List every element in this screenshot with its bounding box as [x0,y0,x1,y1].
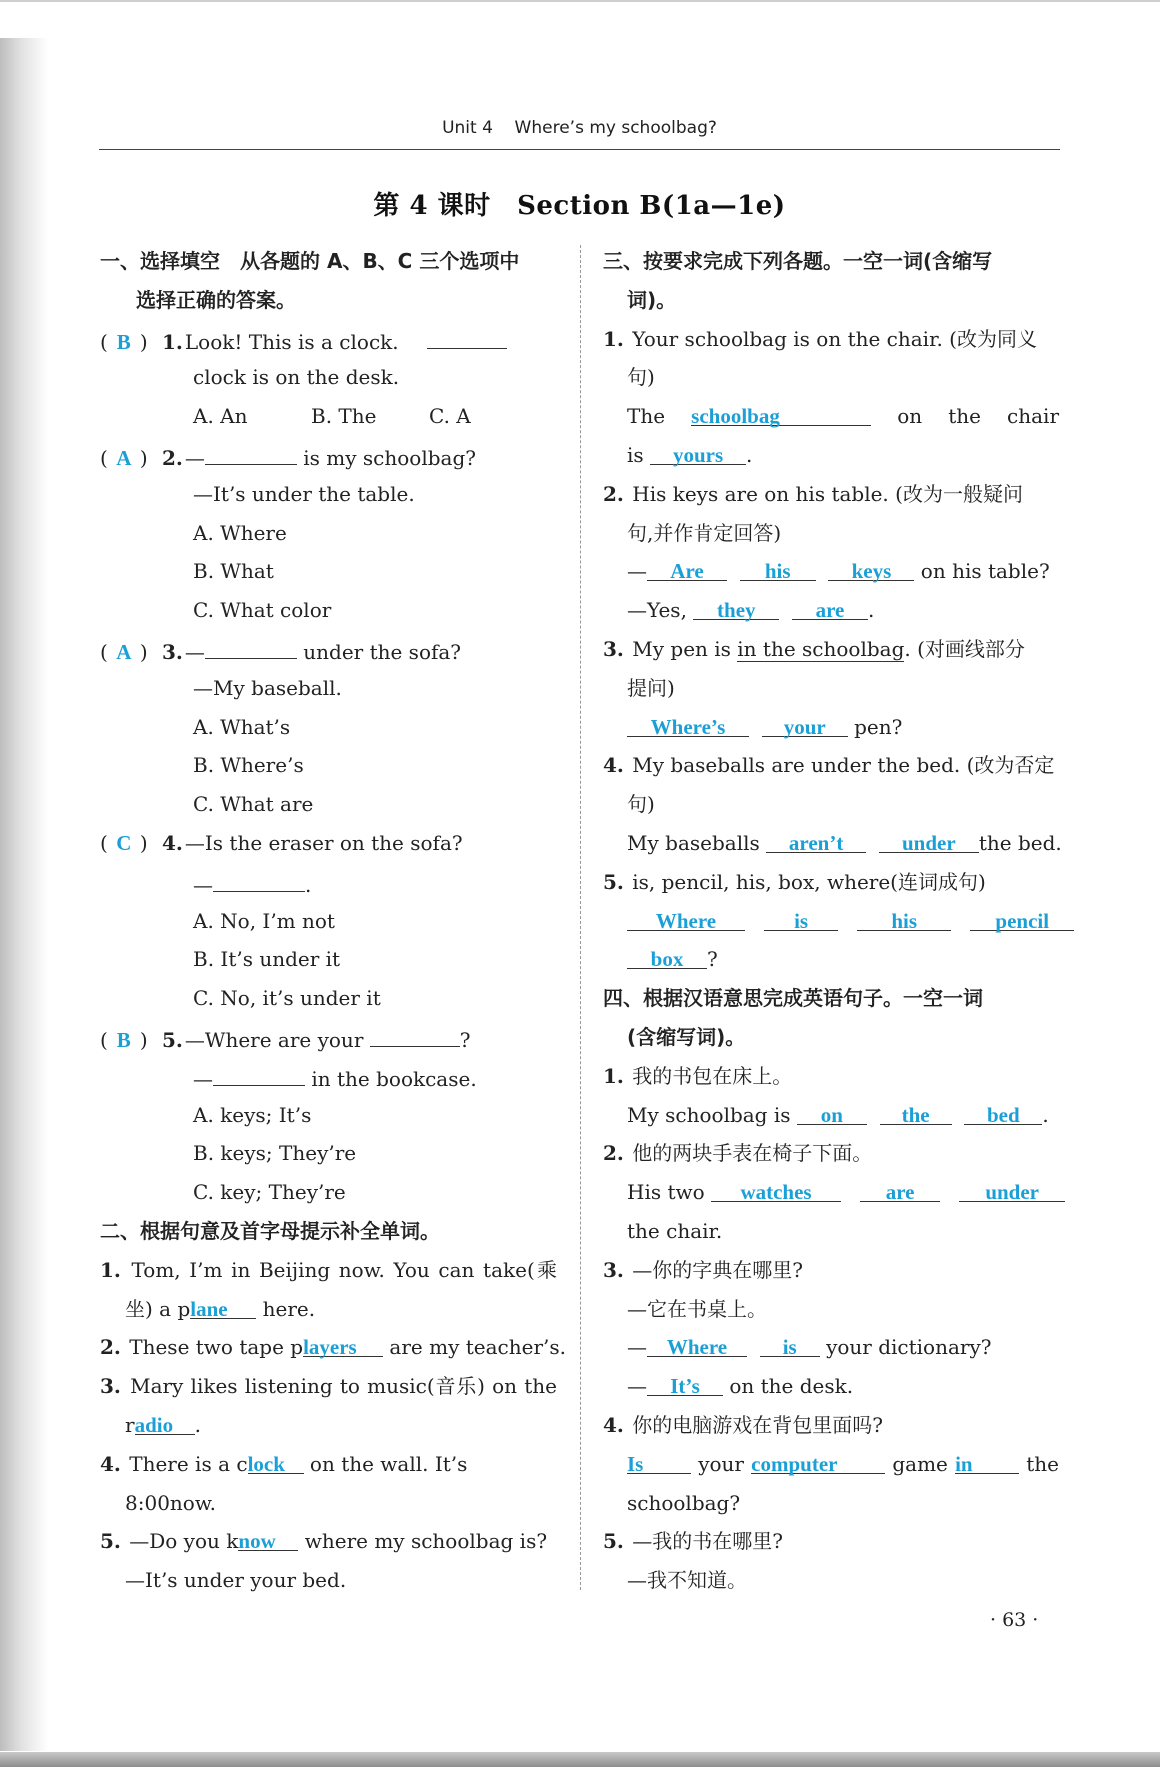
column-divider [580,245,581,1590]
rewrite-answer[interactable]: yours [650,436,746,465]
rewrite-question-4: 4. My baseballs are under the bed. (改为否定 [603,753,1055,778]
translate-question-5: 5. —我的书在哪里? [603,1529,783,1554]
rewrite-question-2: 2. His keys are on his table. (改为一般疑问 [603,481,1023,506]
section-3-title-cont: 词)。 [627,287,677,312]
section-4-title-cont: (含缩写词)。 [627,1024,746,1049]
rewrite-answer[interactable]: schoolbag [691,397,871,426]
translate-question-1: 1. 我的书包在床上。 [603,1063,793,1088]
left-column: 一、选择填空 从各题的 A、B、C 三个选项中 选择正确的答案。 ( B ) 1. Look! This is a clock. clock is on the desk. A. An B. The C. A ( A ) 2. — is my schoolbag? —It’s under the table. A. Where B. What C. What color ( A ) 3. — under the sofa? —My baseball. A. What’s B. Where’s C. What are ( C ) 4. —Is the eraser on the sofa? — . A. No, I’m not B. It’s under it C. No, it’s under it ( B ) 5. —Where are your ? — in the bookcase. A. keys; It’s B. keys; They’re C. key; They’re 二、根据句意及首字母提示补全单词。 1. Tom, I’m in Beijing now. You can take(乘 坐) a plane here. 2. These two tape players are my teacher’s. 3. Mary likes listening to music(音乐) on the radio . 4. There is a clock on the wall. It’s 8:00now. 5. —Do you know where my schoolbag is? —It’s under your bed. [100,242,557,1600]
running-header [99,118,1060,138]
page-number: · 63 · [990,1609,1039,1631]
mc-answer-2: A [116,445,132,470]
fill-question-5: 5. —Do you know where my schoolbag is? [100,1522,557,1561]
mc-answer-4: C [116,830,132,855]
fill-question-4: 4. There is a clock on the wall. It’s [100,1445,557,1484]
mc-answer-3: A [116,639,132,664]
fill-answer-3[interactable]: adio [135,1406,195,1435]
fill-question-3: 3. Mary likes listening to music(音乐) on the [100,1374,558,1399]
mc-question-5: ( B ) 5. —Where are your ? [100,1018,557,1057]
mc-answer-5: B [116,1027,131,1052]
top-edge [0,0,1160,2]
answer-blank[interactable] [205,436,297,465]
rewrite-question-3: 3. My pen is in the schoolbag. (对画线部分 [603,636,1025,661]
header-rule [99,149,1060,150]
fill-answer-4[interactable]: lock [248,1445,304,1474]
mc-options-1: A. An B. The C. A [193,404,471,429]
section-1-title-cont: 选择正确的答案。 [136,287,296,312]
mc-question-3: ( A ) 3. — under the sofa? [100,630,557,669]
answer-blank[interactable] [213,1057,305,1086]
translate-question-4: 4. 你的电脑游戏在背包里面吗? [603,1412,883,1437]
page-spine-shadow [0,38,48,1751]
fill-answer-2[interactable]: layers [303,1328,383,1357]
fill-question-2: 2. These two tape players are my teacher’s. [100,1328,557,1367]
mc-question-1: ( B ) 1. Look! This is a clock. [100,320,557,359]
header-unit: Unit 4 [442,118,493,138]
fill-answer-5[interactable]: now [238,1522,298,1551]
mc-question-2: ( A ) 2. — is my schoolbag? [100,436,557,475]
mc-question-4: ( C ) 4. —Is the eraser on the sofa? [100,824,557,863]
right-column: 三、按要求完成下列各题。一空一词(含缩写 词)。 1. Your schoolbag is on the chair. (改为同义 句) The schoolbag on the chair is yours . 2. His keys are on his table. (改为一般疑问 句,并作肯定回答) — Are his keys on his table? —Yes, they are . 3. My pen is in the schoolbag. (对画线部分 提问) Where’s your pen? 4. My baseballs are under the bed. (改为否定 句) My baseballs aren’t under the bed. 5. is, pencil, his, box, where(连词成句) Where is his pencil box ? 四、根据汉语意思完成英语句子。一空一词 (含缩写词)。 1. 我的书包在床上。 My schoolbag is on the bed . 2. 他的两块手表在椅子下面。 His two watches are under the chair. 3. —你的字典在哪里? —它在书桌上。 — Where is your dictionary? — It’s on the desk. 4. 你的电脑游戏在背包里面吗? Is your computer game in the schoolbag? 5. —我的书在哪里? —我不知道。 [603,242,1059,1600]
answer-blank[interactable] [427,320,507,349]
fill-question-1: 1. Tom, I’m in Beijing now. You can take(乘 [100,1257,557,1282]
section-1-title: 一、选择填空 从各题的 A、B、C 三个选项中 [100,249,520,273]
section-2-title: 二、根据句意及首字母提示补全单词。 [100,1218,440,1243]
fill-answer-1[interactable]: lane [190,1290,256,1319]
answer-blank[interactable] [205,630,297,659]
translate-question-3: 3. —你的字典在哪里? [603,1257,803,1282]
translate-question-2: 2. 他的两块手表在椅子下面。 [603,1141,873,1166]
answer-blank[interactable] [213,863,305,892]
header-title: Where’s my schoolbag? [514,118,717,138]
bottom-edge [0,1752,1160,1767]
page-title: 第 4 课时 Section B(1a—1e) [373,191,786,221]
rewrite-question-1: 1. Your schoolbag is on the chair. (改为同义 [603,326,1037,351]
mc-answer-1: B [116,329,131,354]
answer-blank[interactable] [370,1018,460,1047]
section-3-title: 三、按要求完成下列各题。一空一词(含缩写 [603,249,993,273]
rewrite-question-5: 5. is, pencil, his, box, where(连词成句) [603,869,986,894]
section-4-title: 四、根据汉语意思完成英语句子。一空一词 [603,986,983,1011]
